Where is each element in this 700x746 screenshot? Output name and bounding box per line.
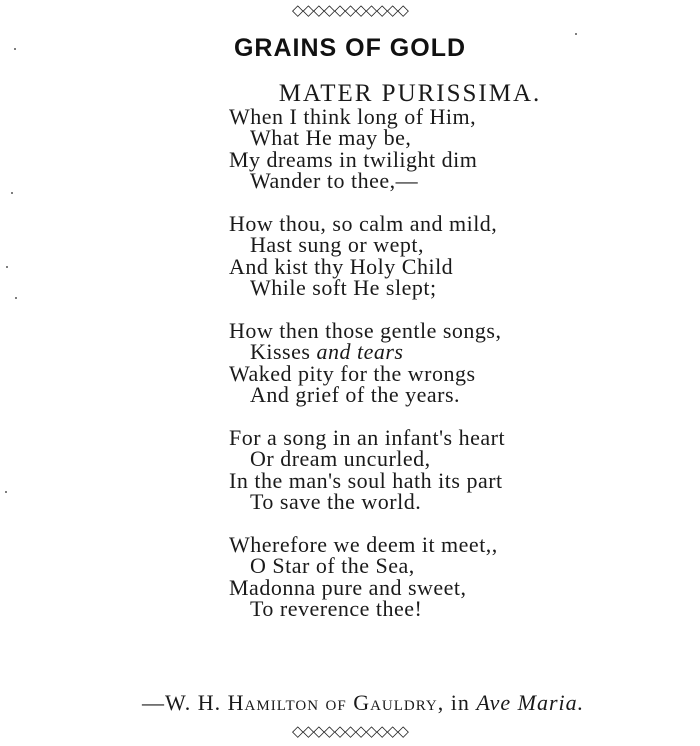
poem-line: While soft He slept; <box>250 275 437 301</box>
stanza-4 <box>229 427 649 513</box>
poem-line <box>229 339 649 365</box>
attribution-mid: in <box>450 690 470 715</box>
poem-line: When I think long of Him, <box>229 104 477 129</box>
poem-title: MATER PURISSIMA. <box>278 80 542 107</box>
poem-line-text: Kisses <box>250 339 311 365</box>
poem-line: And kist thy Holy Child <box>229 253 454 279</box>
poem-line: For a song in an infant's heart <box>229 425 506 451</box>
poem-line: In the man's soul hath its part <box>229 467 503 493</box>
poem-line: My dreams in twilight dim <box>229 146 478 172</box>
poem-line: Wherefore we deem it meet,, <box>229 532 498 558</box>
scan-speck <box>6 266 8 268</box>
poem-line: To save the world. <box>250 489 422 515</box>
poem-line: To reverence thee! <box>250 596 423 622</box>
poem-line: Wander to thee,— <box>250 168 419 194</box>
bottom-ornament: ◇◇◇◇◇◇◇◇◇◇◇ <box>292 722 408 740</box>
poem-line: How then those gentle songs, <box>229 318 502 344</box>
poem-line: Madonna pure and sweet, <box>229 574 467 600</box>
section-title: GRAINS OF GOLD <box>233 34 467 62</box>
scan-speck <box>11 192 13 194</box>
attribution <box>142 690 698 716</box>
scan-speck <box>575 33 577 35</box>
top-ornament: ◇◇◇◇◇◇◇◇◇◇◇ <box>292 1 408 19</box>
italic-phrase: and tears <box>316 339 404 365</box>
attribution-prefix: —W. H. <box>142 690 222 715</box>
poem-line: O Star of the Sea, <box>250 553 415 579</box>
scan-speck <box>5 491 7 493</box>
scan-speck <box>14 48 16 50</box>
poem-line: How thou, so calm and mild, <box>229 211 498 237</box>
poem-line: Or dream uncurled, <box>250 446 431 472</box>
poem-line: Hast sung or wept, <box>250 232 424 258</box>
source-title: Ave Maria. <box>476 690 585 715</box>
stanza-5 <box>229 534 649 620</box>
stanza-3 <box>229 320 649 406</box>
author-name: Hamilton of Gauldry, <box>227 690 445 715</box>
scan-speck <box>15 297 17 299</box>
poem-line: Waked pity for the wrongs <box>229 360 476 386</box>
poem-line: What He may be, <box>250 125 412 151</box>
poem-body <box>229 106 649 641</box>
stanza-2 <box>229 213 649 299</box>
stanza-1 <box>229 106 649 192</box>
poem-line: And grief of the years. <box>250 382 461 408</box>
